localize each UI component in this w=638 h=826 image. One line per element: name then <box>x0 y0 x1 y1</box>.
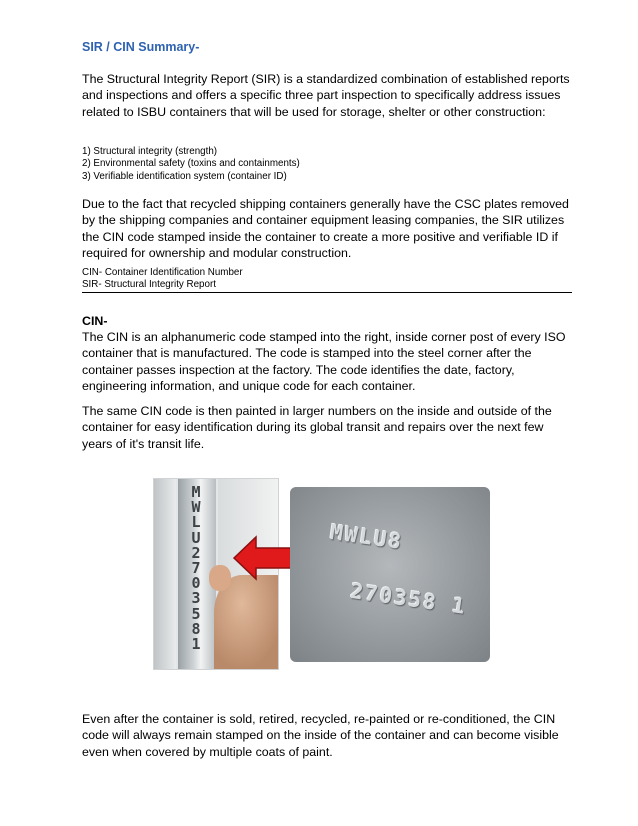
red-arrow-icon <box>232 534 294 582</box>
definitions <box>82 267 572 292</box>
cin-paragraph-1: The CIN is an alphanumeric code stamped into the right, inside corner post of every ISO container that is manufactured. The code is stamped into the steel corner after the container passes inspection at the factory. The code identifies the date, factory, engineering information, and unique code for each container. <box>82 330 566 393</box>
closeup-stamp-line-1: MWLU8 <box>328 520 405 554</box>
definition-sir: SIR- Structural Integrity Report <box>82 279 216 291</box>
cin-heading: CIN- <box>82 314 108 328</box>
closeup-stamp-line-2: 270358 1 <box>348 578 469 620</box>
person-hand <box>209 565 231 591</box>
inspection-item: 3) Verifiable identification system (container ID) <box>82 170 287 182</box>
sir-intro-paragraph: The Structural Integrity Report (SIR) is a standardized combination of established reports and inspections and offers a specific three part inspection to specifically address issues related to ISBU containers that will be used for storage, shelter or other construction: <box>82 72 570 119</box>
inspection-item: 2) Environmental safety (toxins and containments) <box>82 158 300 170</box>
csc-paragraph: Due to the fact that recycled shipping containers generally have the CSC plates removed by the shipping companies and container equipment leasing companies, the SIR utilizes the CIN code stamped inside the container to create a more positive and verifiable ID if required for ownership and modular construction. <box>82 197 569 260</box>
definition-cin: CIN- Container Identification Number <box>82 267 243 278</box>
inspection-list <box>82 146 572 183</box>
inspection-item: 1) Structural integrity (strength) <box>82 146 218 157</box>
sir-heading: SIR / CIN Summary- <box>82 40 200 54</box>
section-divider <box>82 292 572 293</box>
cin-paragraph-2: The same CIN code is then painted in larger numbers on the inside and outside of the container for easy identification during its global transit and repairs over the next few years of it's transit life. <box>82 404 552 451</box>
final-paragraph: Even after the container is sold, retired, recycled, re-painted or re-conditioned, the CIN code will always remain stamped on the inside of the container and can become visible even when covered by multiple coats of paint. <box>82 712 559 759</box>
post-stamp-code: M W L U 2 7 0 3 5 8 1 <box>191 483 201 654</box>
stamped-code-closeup-photo <box>290 487 490 662</box>
